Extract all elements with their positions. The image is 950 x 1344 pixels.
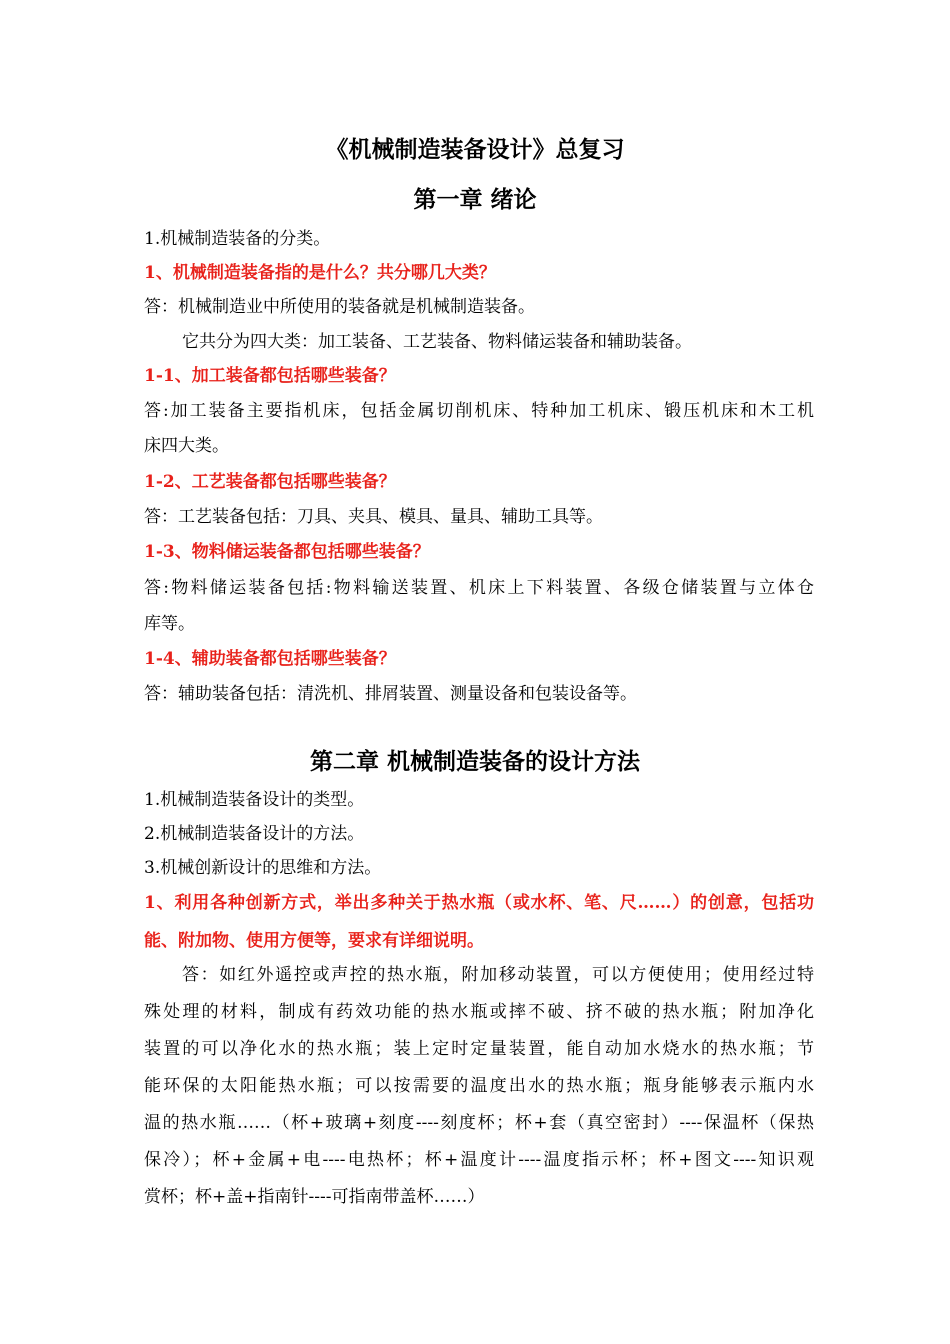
chapter1-question-1: 1、机械制造装备指的是什么？共分哪几大类？	[144, 263, 496, 283]
chapter2-question-1-line2: 能、附加物、使用方便等，要求有详细说明。	[144, 931, 484, 951]
chapter1-answer-1-2: 答：工艺装备包括：刀具、夹具、模具、量具、辅助工具等。	[144, 507, 603, 527]
chapter2-answer-line-5: 温的热水瓶……（杯+玻璃+刻度----刻度杯；杯+套（真空密封）----保温杯（保热	[144, 1113, 814, 1133]
chapter2-question-1-line1: 1、利用各种创新方式，举出多种关于热水瓶（或水杯、笔、尺……）的创意，包括功	[144, 893, 814, 913]
chapter2-answer-line-3: 装置的可以净化水的热水瓶；装上定时定量装置，能自动加水烧水的热水瓶；节	[144, 1039, 814, 1059]
chapter1-question-1-3: 1-3、物料储运装备都包括哪些装备？	[144, 542, 430, 562]
chapter2-topic-3: 3.机械创新设计的思维和方法。	[144, 858, 382, 878]
chapter1-answer-1-1-line2: 床四大类。	[144, 436, 229, 456]
chapter1-question-1-4: 1-4、辅助装备都包括哪些装备？	[144, 649, 396, 669]
chapter1-question-1-1: 1-1、加工装备都包括哪些装备？	[144, 366, 396, 386]
chapter1-topic-1: 1.机械制造装备的分类。	[144, 229, 331, 249]
chapter1-answer-1-line1: 答：机械制造业中所使用的装备就是机械制造装备。	[144, 297, 535, 317]
chapter1-answer-1-3-line1: 答:物料储运装备包括:物料输送装置、机床上下料装置、各级仓储装置与立体仓	[144, 578, 814, 598]
chapter2-topic-2: 2.机械制造装备设计的方法。	[144, 824, 365, 844]
chapter1-heading: 第一章 绪论	[413, 186, 537, 213]
chapter1-answer-1-1-line1: 答:加工装备主要指机床，包括金属切削机床、特种加工机床、锻压机床和木工机	[144, 401, 814, 421]
chapter2-answer-line-2: 殊处理的材料，制成有药效功能的热水瓶或摔不破、挤不破的热水瓶；附加净化	[144, 1002, 814, 1022]
chapter1-answer-1-3-line2: 库等。	[144, 614, 195, 634]
chapter1-question-1-2: 1-2、工艺装备都包括哪些装备？	[144, 472, 396, 492]
chapter2-answer-line-4: 能环保的太阳能热水瓶；可以按需要的温度出水的热水瓶；瓶身能够表示瓶内水	[144, 1076, 814, 1096]
document-title: 《机械制造装备设计》总复习	[325, 136, 625, 163]
chapter2-topic-1: 1.机械制造装备设计的类型。	[144, 790, 365, 810]
chapter2-answer-line-7: 赏杯；杯+盖+指南针----可指南带盖杯……）	[144, 1187, 485, 1207]
chapter2-heading: 第二章 机械制造装备的设计方法	[309, 748, 640, 775]
chapter1-answer-1-line2: 它共分为四大类：加工装备、工艺装备、物料储运装备和辅助装备。	[182, 332, 692, 352]
chapter2-answer-line-6: 保冷）；杯+金属+电----电热杯；杯+温度计----温度指示杯；杯+图文----知识观	[144, 1150, 814, 1170]
chapter2-answer-line-1: 答：如红外遥控或声控的热水瓶，附加移动装置，可以方便使用；使用经过特	[182, 965, 814, 985]
chapter1-answer-1-4: 答：辅助装备包括：清洗机、排屑装置、测量设备和包装设备等。	[144, 684, 637, 704]
